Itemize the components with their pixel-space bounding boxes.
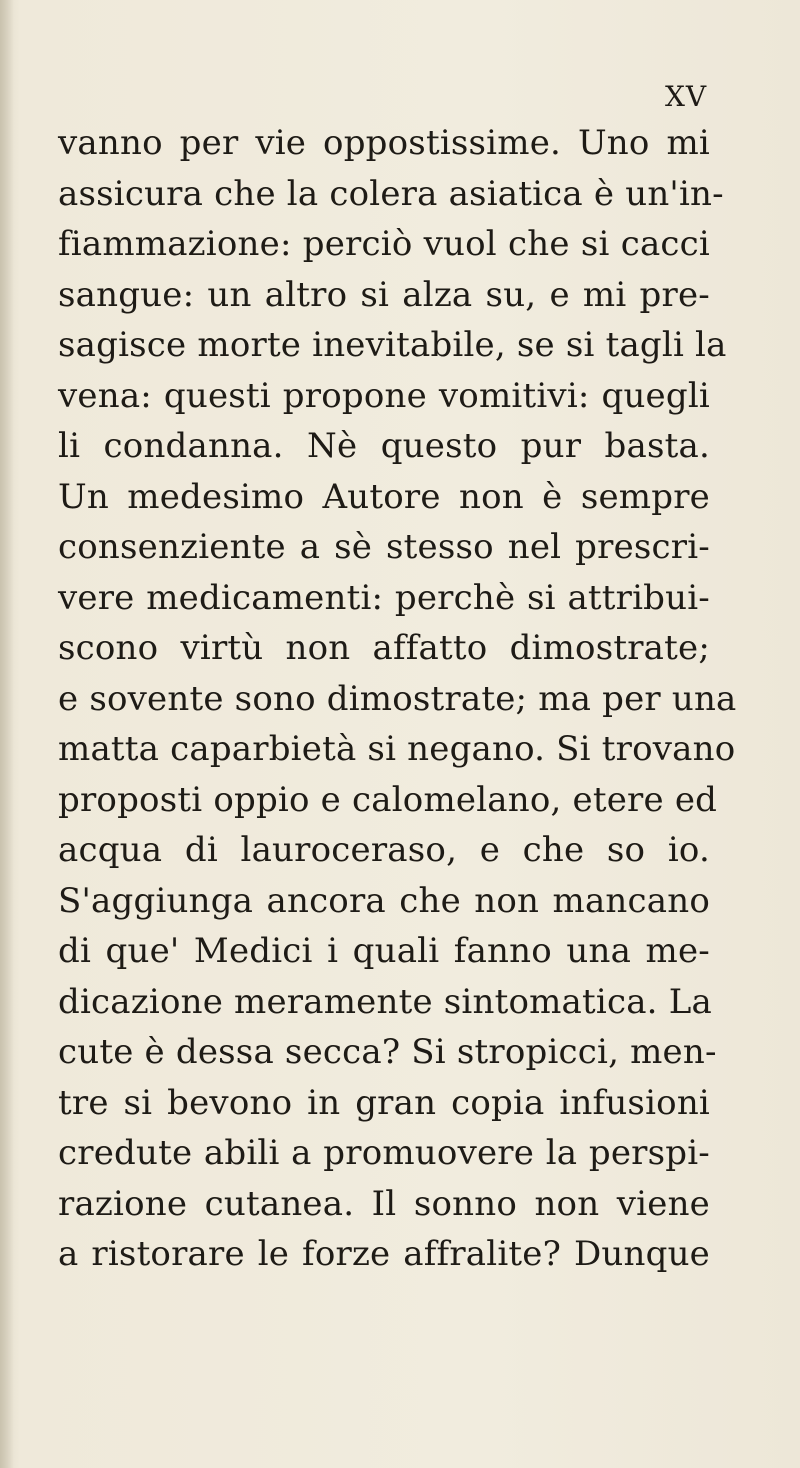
text-line: Un medesimo Autore non è sempre bbox=[58, 476, 710, 517]
text-line: vanno per vie oppostissime. Uno mi bbox=[58, 123, 710, 163]
text-line: dicazione meramente sintomatica. La bbox=[58, 981, 712, 1022]
text-line: e sovente sono dimostrate; ma per una bbox=[58, 678, 737, 719]
text-line: assicura che la colera asiatica è un'in- bbox=[58, 173, 724, 214]
text-line: scono virtù non affatto dimostrate; bbox=[58, 628, 710, 668]
text-line: razione cutanea. Il sonno non viene bbox=[58, 1183, 710, 1224]
body-text bbox=[58, 118, 737, 1280]
text-line: sangue: un altro si alza su, e mi pre- bbox=[58, 274, 710, 315]
text-line: di que' Medici i quali fanno una me- bbox=[58, 931, 710, 971]
text-line: cute è dessa secca? Si stropicci, men- bbox=[58, 1032, 717, 1072]
text-line: acqua di lauroceraso, e che so io. bbox=[58, 830, 710, 870]
text-line: a ristorare le forze affralite? Dunque bbox=[58, 1234, 710, 1274]
text-line: vena: questi propone vomitivi: quegli bbox=[58, 375, 710, 416]
text-line: S'aggiunga ancora che non mancano bbox=[58, 880, 710, 921]
page-gutter-shadow bbox=[0, 0, 14, 1468]
text-line: consenziente a sè stesso nel prescri- bbox=[58, 527, 710, 567]
text-line: li condanna. Nè questo pur basta. bbox=[58, 426, 710, 466]
text-line: vere medicamenti: perchè si attribui- bbox=[58, 577, 710, 618]
text-line: matta caparbietà si negano. Si trovano bbox=[58, 729, 736, 769]
text-line: tre si bevono in gran copia infusioni bbox=[58, 1082, 710, 1123]
text-line: fiammazione: perciò vuol che si cacci bbox=[58, 224, 710, 264]
page-number: XV bbox=[665, 80, 708, 113]
text-line: sagisce morte inevitabile, se si tagli la bbox=[58, 325, 727, 365]
text-line: credute abili a promuovere la perspi- bbox=[58, 1133, 710, 1173]
text-line: proposti oppio e calomelano, etere ed bbox=[58, 779, 718, 820]
